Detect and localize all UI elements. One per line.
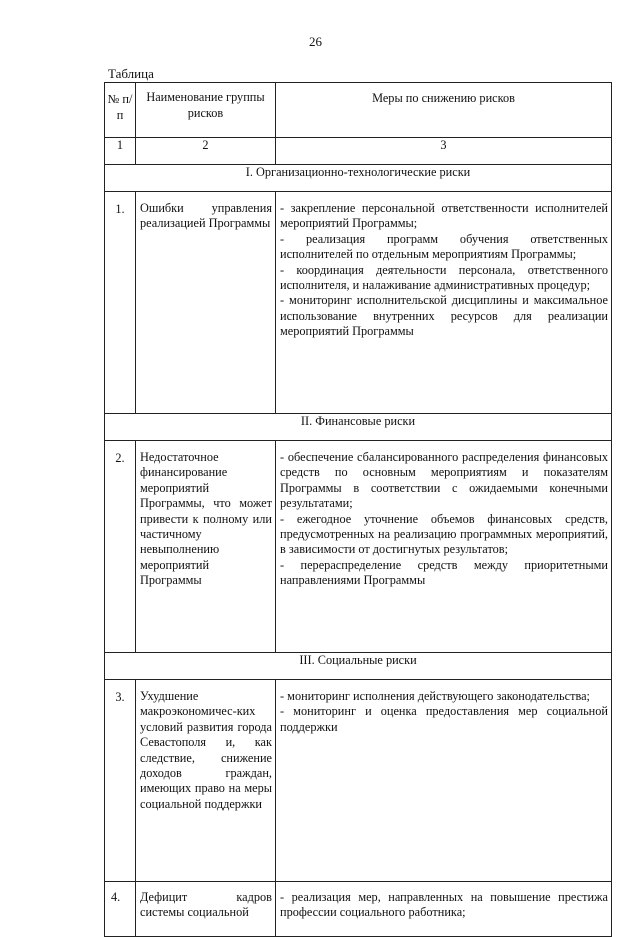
header-number: № п/п: [105, 83, 136, 138]
measure-item: - ежегодное уточнение объемов финансовых средств, предусмотренных на реализацию программных мероприятий, в зависимости от достигнутых результатов;: [280, 511, 608, 557]
risk-group-name: Дефицит кадров системы социальной: [136, 882, 276, 937]
measure-item: - мониторинг и оценка предоставления мер социальной поддержки: [280, 704, 608, 734]
measure-item: - реализация программ обучения ответственных исполнителей по отдельным мероприятиям Программы;: [280, 231, 608, 262]
risk-group-name: Ошибки управления реализацией Программы: [136, 192, 276, 414]
measure-item: - мониторинг исполнения действующего законодательства;: [280, 689, 590, 703]
header-measures: Меры по снижению рисков: [276, 83, 612, 138]
row-number: 3.: [105, 680, 136, 882]
column-numbers-row: [105, 138, 612, 165]
row-number: 1.: [105, 192, 136, 414]
section-row: [105, 653, 612, 680]
table-row: [105, 882, 612, 937]
table-header-row: [105, 83, 612, 138]
row-number: 4.: [105, 882, 136, 937]
table-row: [105, 192, 612, 414]
header-group: Наименование группы рисков: [136, 83, 276, 138]
risk-group-name: Недостаточное финансирование мероприятий Программы, что может привести к полному или частичному невыполнению мероприятий Программы: [136, 441, 276, 653]
risk-group-name: Ухудшение макроэкономичес-ких условий развития города Севастополя и, как следствие, снижение доходов граждан, имеющих право на меры социальной поддержки: [136, 680, 276, 882]
measure-item: - перераспределение средств между приоритетными направлениями Программы: [280, 557, 608, 588]
risk-measures: [276, 441, 612, 653]
row-number: 2.: [105, 441, 136, 653]
column-number-2: 2: [136, 138, 276, 165]
table-caption: Таблица: [108, 66, 154, 81]
measure-item: - координация деятельности персонала, ответственного исполнителя, и налаживание административных процедур;: [280, 262, 608, 293]
measure-item: - мониторинг исполнительской дисциплины и максимальное использование внутренних ресурсов для реализации мероприятий Программы: [280, 293, 608, 339]
section-title: III. Социальные риски: [105, 653, 612, 680]
section-row: [105, 165, 612, 192]
section-title: I. Организационно-технологические риски: [105, 165, 612, 192]
column-number-1: 1: [105, 138, 136, 165]
risk-measures: [276, 882, 612, 937]
risk-measures: [276, 192, 612, 414]
table-row: [105, 680, 612, 882]
column-number-3: 3: [276, 138, 612, 165]
measure-item: - обеспечение сбалансированного распределения финансовых средств по основным мероприятиям и показателям Программы в соответствии с ожидаемыми конечными результатами;: [280, 450, 608, 511]
section-row: [105, 414, 612, 441]
risk-table: [104, 82, 612, 937]
page-number: 26: [309, 34, 322, 49]
measure-item: - закрепление персональной ответственности исполнителей мероприятий Программы;: [280, 201, 608, 231]
measure-item: - реализация мер, направленных на повышение престижа профессии социального работника;: [280, 890, 608, 920]
section-title: II. Финансовые риски: [105, 414, 612, 441]
table-row: [105, 441, 612, 653]
risk-measures: [276, 680, 612, 882]
